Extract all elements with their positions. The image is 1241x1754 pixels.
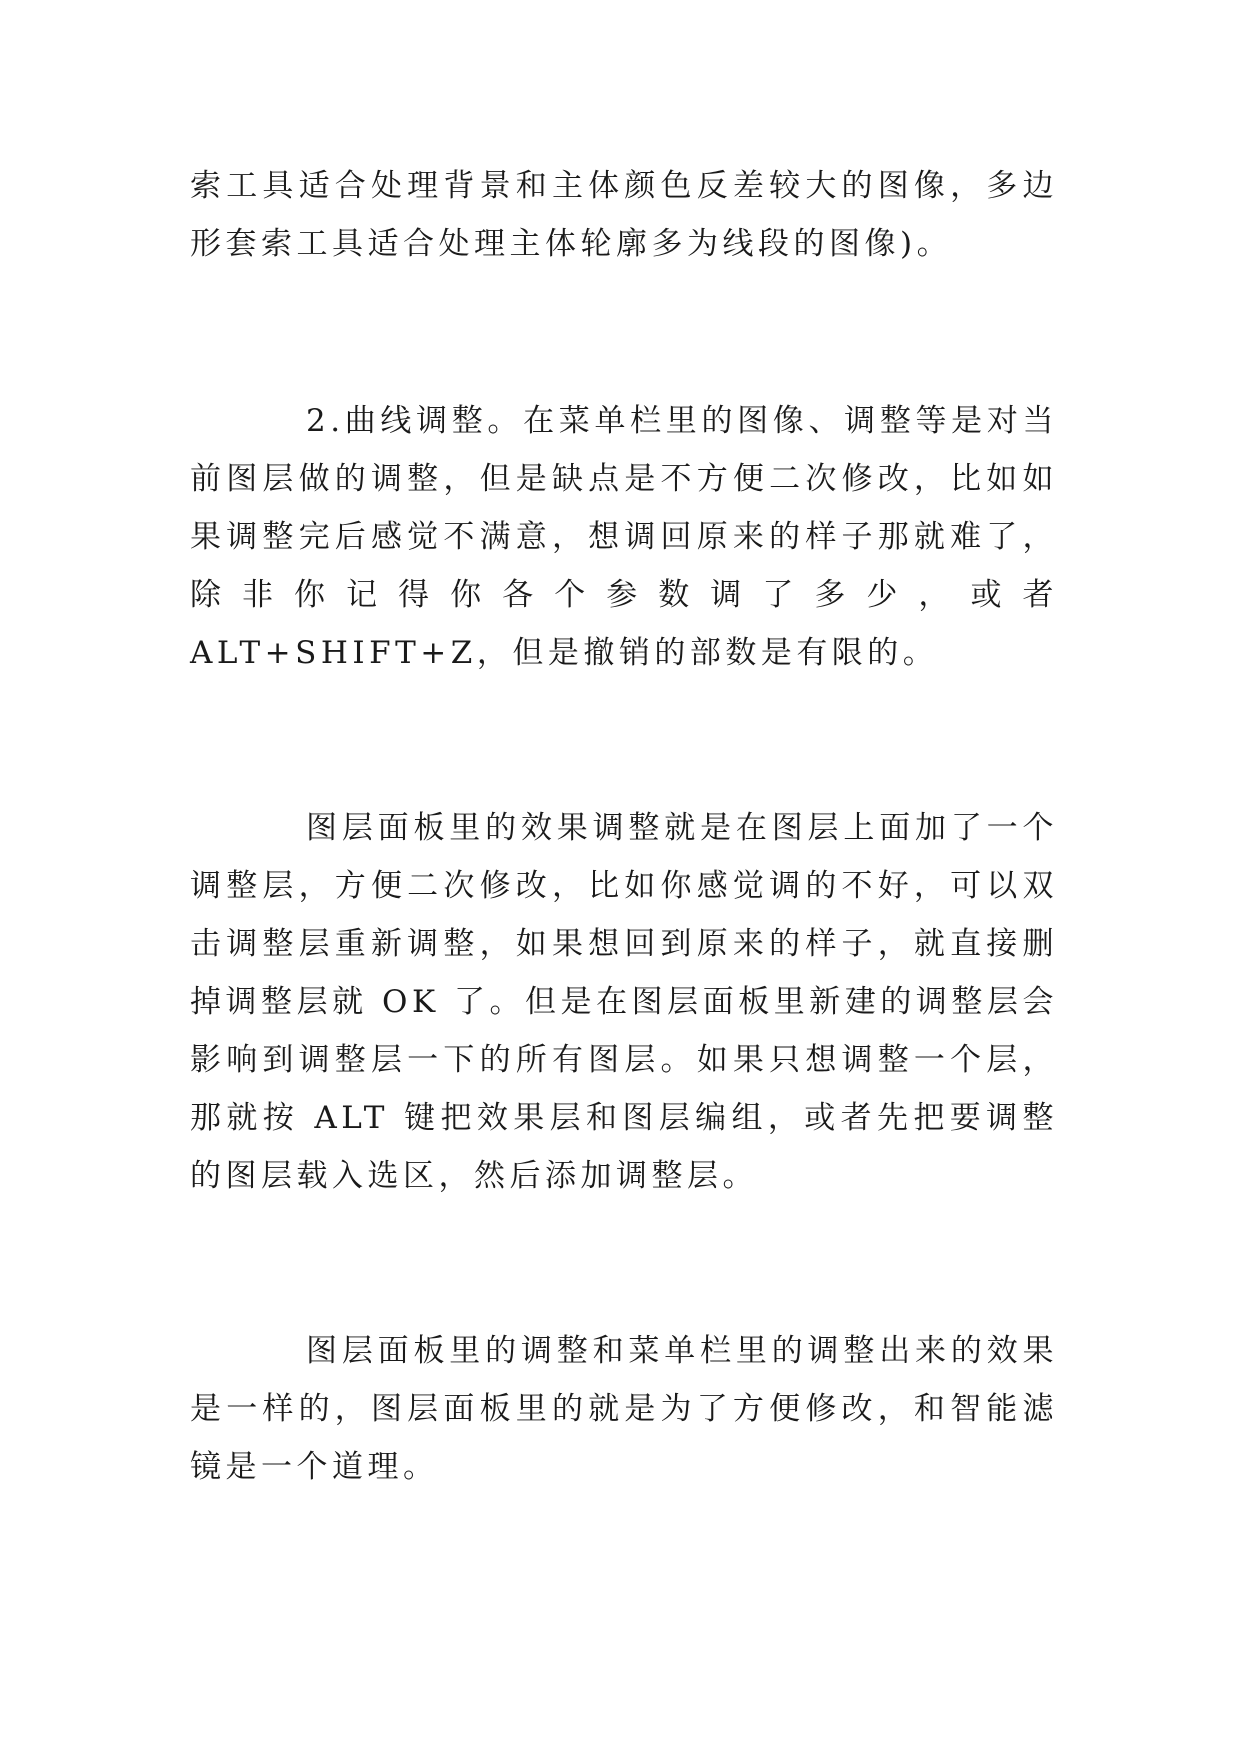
paragraph-adjustment-layer: 图层面板里的效果调整就是在图层上面加了一个调整层，方便二次修改，比如你感觉调的不好，可以双击调整层重新调整，如果想回到原来的样子，就直接删掉调整层就 OK 了。但是在图层面板里新建的调整层会影响到调整层一下的所有图层。如果只想调整一个层，那就按 ALT 键把效果层和图层编组，或者先把要调整的图层载入选区，然后添加调整层。 <box>190 810 1058 1194</box>
paragraph-curves-adjustment: 2.曲线调整。在菜单栏里的图像、调整等是对当前图层做的调整，但是缺点是不方便二次修改，比如如果调整完后感觉不满意，想调回原来的样子那就难了，除非你记得你各个参数调了多少，或者 ALT+SHIFT+Z，但是撤销的部数是有限的。 <box>190 403 1058 671</box>
paragraph-lasso-tools: 索工具适合处理背景和主体颜色反差较大的图像，多边形套索工具适合处理主体轮廓多为线段的图像)。 <box>190 168 1058 262</box>
paragraph-layer-panel-comparison: 图层面板里的调整和菜单栏里的调整出来的效果是一样的，图层面板里的就是为了方便修改，和智能滤镜是一个道理。 <box>190 1333 1058 1485</box>
